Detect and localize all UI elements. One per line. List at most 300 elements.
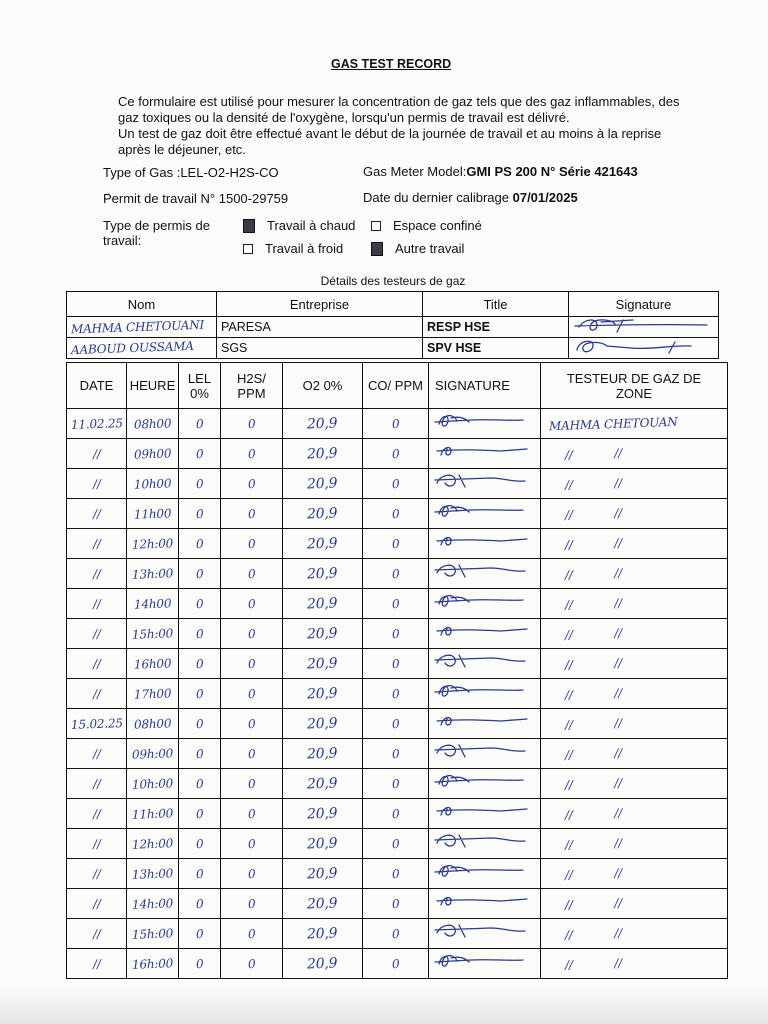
log-lel: 0 [195,566,204,581]
log-heure: 17h00 [133,685,172,702]
log-lel: 0 [195,716,204,731]
log-lel: 0 [195,416,204,431]
gas-log-row [67,709,728,739]
log-zone-tester-cell [541,739,728,769]
gas-log-row [67,739,728,769]
log-signature-scribble [431,829,531,853]
log-heure: 12h:00 [131,835,174,852]
log-zone-tester-cell [541,829,728,859]
log-date: // [92,956,101,971]
log-h2s: 0 [247,716,256,731]
log-o2: 20,9 [307,444,338,463]
log-heure: 15h:00 [131,625,174,642]
log-co: 0 [391,836,400,851]
log-lel: 0 [195,626,204,641]
log-date: // [92,746,101,761]
log-zone-tester: MAHMA CHETOUAN [548,414,678,433]
log-zone-tester: // // [564,595,623,612]
gas-meter-value: GMI PS 200 N° Série 421643 [466,164,638,179]
checkbox-hot-work [243,219,255,233]
log-co: 0 [391,806,400,821]
log-co-cell [363,499,429,529]
log-signature-cell [429,409,541,439]
log-lel: 0 [195,836,204,851]
header-title: Title [423,292,569,317]
log-signature-cell [429,739,541,769]
log-date-cell [67,499,127,529]
log-co-cell [363,589,429,619]
log-signature-cell [429,799,541,829]
gas-log-row [67,469,728,499]
checkbox-confined-space [371,221,381,231]
log-zone-tester: // // [564,535,623,552]
log-h2s: 0 [247,566,256,581]
gas-log-row [67,649,728,679]
log-signature-scribble [431,799,531,823]
header-h2s-cell [221,363,283,409]
log-signature-cell [429,769,541,799]
log-signature-cell [429,679,541,709]
tester-signature [571,317,711,334]
log-o2-cell [283,439,363,469]
log-zone-tester: // // [564,505,623,522]
log-date: // [92,656,101,671]
checkbox-label: Autre travail [395,241,465,256]
permit-option-confined-space [371,214,499,237]
log-co-cell [363,649,429,679]
log-lel-cell [179,919,221,949]
log-heure-cell [127,919,179,949]
log-h2s-cell [221,469,283,499]
log-zone-tester: // // [564,805,623,822]
header-date: DATE [67,363,127,409]
log-h2s: 0 [247,656,256,671]
permit-option-hot-work [243,214,371,237]
checkbox-label: Espace confiné [393,218,482,233]
log-signature-scribble [431,589,531,613]
log-signature-scribble [431,679,531,703]
log-o2: 20,9 [307,864,338,883]
header-lel: LEL 0% [187,370,212,401]
log-o2-cell [283,619,363,649]
log-h2s-cell [221,409,283,439]
log-h2s-cell [221,799,283,829]
log-h2s: 0 [247,506,256,521]
log-lel-cell [179,889,221,919]
log-lel-cell [179,469,221,499]
log-date-cell [67,469,127,499]
header-nom: Nom [67,292,217,317]
log-lel: 0 [195,506,204,521]
log-heure-cell [127,559,179,589]
log-h2s-cell [221,919,283,949]
log-date-cell [67,919,127,949]
log-lel: 0 [195,896,204,911]
log-co-cell [363,919,429,949]
log-co-cell [363,469,429,499]
log-h2s: 0 [247,806,256,821]
log-lel-cell [179,769,221,799]
gas-log-row [67,499,728,529]
log-co: 0 [391,686,400,701]
log-date-cell [67,949,127,979]
log-h2s-cell [221,439,283,469]
checkbox-label: Travail à chaud [267,218,356,233]
gas-log-row [67,619,728,649]
log-h2s-cell [221,889,283,919]
log-o2: 20,9 [307,834,338,853]
log-signature-cell [429,949,541,979]
log-zone-tester-cell [541,919,728,949]
log-heure-cell [127,679,179,709]
gas-log-table [66,362,728,979]
log-lel-cell [179,949,221,979]
log-signature-cell [429,859,541,889]
log-h2s: 0 [247,446,256,461]
log-signature-scribble [431,649,531,673]
log-h2s-cell [221,499,283,529]
log-date-cell [67,739,127,769]
log-lel: 0 [195,926,204,941]
log-co: 0 [391,596,400,611]
log-zone-tester: // // [564,685,623,702]
log-o2-cell [283,529,363,559]
log-zone-tester: // // [564,475,623,492]
calibration-value: 07/01/2025 [512,190,578,205]
log-lel: 0 [195,446,204,461]
log-heure-cell [127,889,179,919]
log-lel: 0 [195,536,204,551]
log-date: // [92,446,101,461]
log-heure-cell [127,529,179,559]
log-lel-cell [179,829,221,859]
log-h2s-cell [221,739,283,769]
log-co: 0 [391,896,400,911]
log-zone-tester-cell [541,559,728,589]
log-h2s-cell [221,649,283,679]
log-co-cell [363,439,429,469]
log-co-cell [363,739,429,769]
log-co: 0 [391,536,400,551]
log-h2s-cell [221,859,283,889]
log-lel-cell [179,679,221,709]
log-zone-tester-cell [541,859,728,889]
log-heure: 13h:00 [131,565,174,582]
log-lel-cell [179,619,221,649]
log-lel-cell [179,589,221,619]
log-zone-tester-cell [541,769,728,799]
log-date-cell [67,829,127,859]
log-heure-cell [127,949,179,979]
log-co-cell [363,409,429,439]
header-signature: SIGNATURE [429,363,541,409]
log-h2s: 0 [247,746,256,761]
log-co: 0 [391,506,400,521]
log-lel: 0 [195,686,204,701]
tester-nom-cell [67,317,217,338]
log-heure-cell [127,739,179,769]
log-heure-cell [127,709,179,739]
log-heure: 08h00 [133,715,172,732]
log-heure: 13h:00 [131,865,174,882]
log-o2-cell [283,769,363,799]
log-h2s: 0 [247,536,256,551]
log-signature-cell [429,919,541,949]
log-heure-cell [127,469,179,499]
log-date: // [92,626,101,641]
log-heure: 10h:00 [131,775,174,792]
log-signature-scribble [431,559,531,583]
log-co-cell [363,859,429,889]
log-signature-scribble [431,409,531,433]
log-date: // [92,866,101,881]
log-lel: 0 [195,656,204,671]
log-signature-scribble [431,769,531,793]
log-h2s: 0 [247,866,256,881]
log-heure: 08h00 [133,415,172,432]
log-signature-scribble [431,469,531,493]
log-date-cell [67,679,127,709]
log-heure-cell [127,799,179,829]
log-zone-tester-cell [541,589,728,619]
log-h2s: 0 [247,956,256,971]
log-co-cell [363,889,429,919]
tester-nom-cell [67,338,217,359]
log-o2: 20,9 [307,564,338,583]
log-o2: 20,9 [307,624,338,643]
log-zone-tester-cell [541,799,728,829]
log-lel-cell [179,739,221,769]
log-heure: 14h:00 [131,895,174,912]
paper-edge-shadow [0,984,768,1024]
log-h2s: 0 [247,596,256,611]
log-o2-cell [283,739,363,769]
log-co: 0 [391,746,400,761]
log-heure: 10h00 [133,475,172,492]
log-lel: 0 [195,956,204,971]
log-h2s-cell [221,619,283,649]
log-signature-scribble [431,709,531,733]
log-signature-cell [429,889,541,919]
log-co-cell [363,619,429,649]
log-lel: 0 [195,806,204,821]
log-heure: 11h00 [133,505,172,522]
log-h2s: 0 [247,476,256,491]
log-heure: 12h:00 [131,535,174,552]
log-date: // [92,566,101,581]
log-h2s-cell [221,769,283,799]
log-signature-cell [429,529,541,559]
log-date: // [92,686,101,701]
log-heure: 11h:00 [131,805,174,822]
log-heure: 09h:00 [131,745,174,762]
log-heure-cell [127,499,179,529]
log-lel-cell [179,439,221,469]
gas-log-row [67,889,728,919]
log-co: 0 [391,446,400,461]
log-o2-cell [283,679,363,709]
log-heure-cell [127,859,179,889]
log-o2: 20,9 [307,774,338,793]
log-zone-tester-cell [541,529,728,559]
log-o2-cell [283,469,363,499]
log-lel: 0 [195,866,204,881]
log-zone-tester: // // [564,775,623,792]
gas-type-field: Type of Gas :LEL-O2-H2S-CO [103,165,279,180]
log-signature-scribble [431,499,531,523]
intro-paragraph-1: Ce formulaire est utilisé pour mesurer la concentration de gaz tels que des gaz inflammables, des gaz toxiques ou la densité de l'oxygène, lorsqu'un permis de travail est délivré. [118,94,680,125]
log-o2-cell [283,409,363,439]
log-signature-cell [429,589,541,619]
log-zone-tester: // // [564,655,623,672]
log-signature-cell [429,469,541,499]
log-o2: 20,9 [307,924,338,943]
tester-entreprise: SGS [217,338,423,359]
log-o2: 20,9 [307,744,338,763]
log-date-cell [67,769,127,799]
log-date: // [92,896,101,911]
gas-log-row [67,589,728,619]
log-zone-tester-cell [541,949,728,979]
header-lel-cell [179,363,221,409]
header-zone-tester-cell [541,363,728,409]
log-zone-tester: // // [564,565,623,582]
log-o2-cell [283,589,363,619]
intro-paragraph-2: Un test de gaz doit être effectué avant le début de la journée de travail et au moins à la reprise après le déjeuner, etc. [118,126,662,157]
log-signature-cell [429,559,541,589]
log-signature-cell [429,499,541,529]
log-zone-tester-cell [541,619,728,649]
log-h2s-cell [221,589,283,619]
permit-option-cold-work [243,237,371,260]
log-heure-cell [127,439,179,469]
log-date: // [92,596,101,611]
log-co-cell [363,799,429,829]
log-lel-cell [179,649,221,679]
log-heure-cell [127,649,179,679]
log-date: 15.02.25 [70,715,123,732]
log-h2s: 0 [247,416,256,431]
log-h2s-cell [221,559,283,589]
log-lel-cell [179,409,221,439]
log-signature-cell [429,619,541,649]
log-co-cell [363,709,429,739]
log-zone-tester-cell [541,649,728,679]
log-date-cell [67,559,127,589]
log-h2s-cell [221,829,283,859]
gas-log-row [67,859,728,889]
gas-log-row [67,529,728,559]
log-signature-cell [429,439,541,469]
tester-nom: MAHMA CHETOUANI [70,317,205,337]
log-o2: 20,9 [307,504,338,523]
log-date: // [92,806,101,821]
log-signature-scribble [431,439,531,463]
log-date-cell [67,889,127,919]
log-zone-tester: // // [564,625,623,642]
intro-text [118,94,688,158]
log-date: 11.02.25 [70,415,123,432]
log-date: // [92,536,101,551]
log-o2: 20,9 [307,894,338,913]
calibration-date-field [363,190,578,206]
log-o2: 20,9 [307,594,338,613]
log-co: 0 [391,626,400,641]
gas-log-row [67,409,728,439]
log-zone-tester-cell [541,889,728,919]
log-signature-scribble [431,949,531,973]
gas-log-body [67,409,728,979]
log-o2-cell [283,799,363,829]
log-o2-cell [283,859,363,889]
gas-log-row [67,949,728,979]
log-co-cell [363,769,429,799]
log-lel: 0 [195,776,204,791]
log-co-cell [363,829,429,859]
log-heure: 14h00 [133,595,172,612]
log-o2: 20,9 [307,534,338,553]
header-o2: O2 0% [283,363,363,409]
tester-nom: AABOUD OUSSAMA [70,338,194,358]
log-h2s: 0 [247,776,256,791]
log-co-cell [363,949,429,979]
log-h2s-cell [221,679,283,709]
log-date-cell [67,709,127,739]
log-zone-tester: // // [564,835,623,852]
gas-log-row [67,919,728,949]
log-signature-cell [429,829,541,859]
tester-title: SPV HSE [423,338,569,359]
log-signature-cell [429,709,541,739]
log-o2-cell [283,499,363,529]
header-heure: HEURE [127,363,179,409]
log-zone-tester: // // [564,445,623,462]
log-lel-cell [179,529,221,559]
log-zone-tester: // // [564,745,623,762]
permit-type-label: Type de permis de travail: [103,218,210,248]
log-zone-tester: // // [564,865,623,882]
tester-signature-cell [569,317,719,338]
log-date-cell [67,529,127,559]
log-heure-cell [127,619,179,649]
gas-log-row [67,559,728,589]
log-co: 0 [391,866,400,881]
gas-log-header-row [67,363,728,409]
testers-caption: Détails des testeurs de gaz [320,274,466,288]
log-h2s-cell [221,529,283,559]
log-h2s: 0 [247,926,256,941]
gas-meter-field [363,164,638,180]
log-h2s: 0 [247,686,256,701]
tester-signature-cell [569,338,719,359]
log-o2: 20,9 [307,654,338,673]
log-co-cell [363,529,429,559]
log-heure: 16h:00 [131,955,174,972]
log-lel-cell [179,709,221,739]
log-o2-cell [283,949,363,979]
log-signature-scribble [431,529,531,553]
log-lel-cell [179,799,221,829]
log-heure: 16h00 [133,655,172,672]
log-date-cell [67,439,127,469]
log-h2s-cell [221,949,283,979]
log-lel-cell [179,499,221,529]
log-o2: 20,9 [307,684,338,703]
log-date-cell [67,649,127,679]
permit-option-other-work [371,237,499,260]
log-zone-tester-cell [541,439,728,469]
log-date-cell [67,409,127,439]
